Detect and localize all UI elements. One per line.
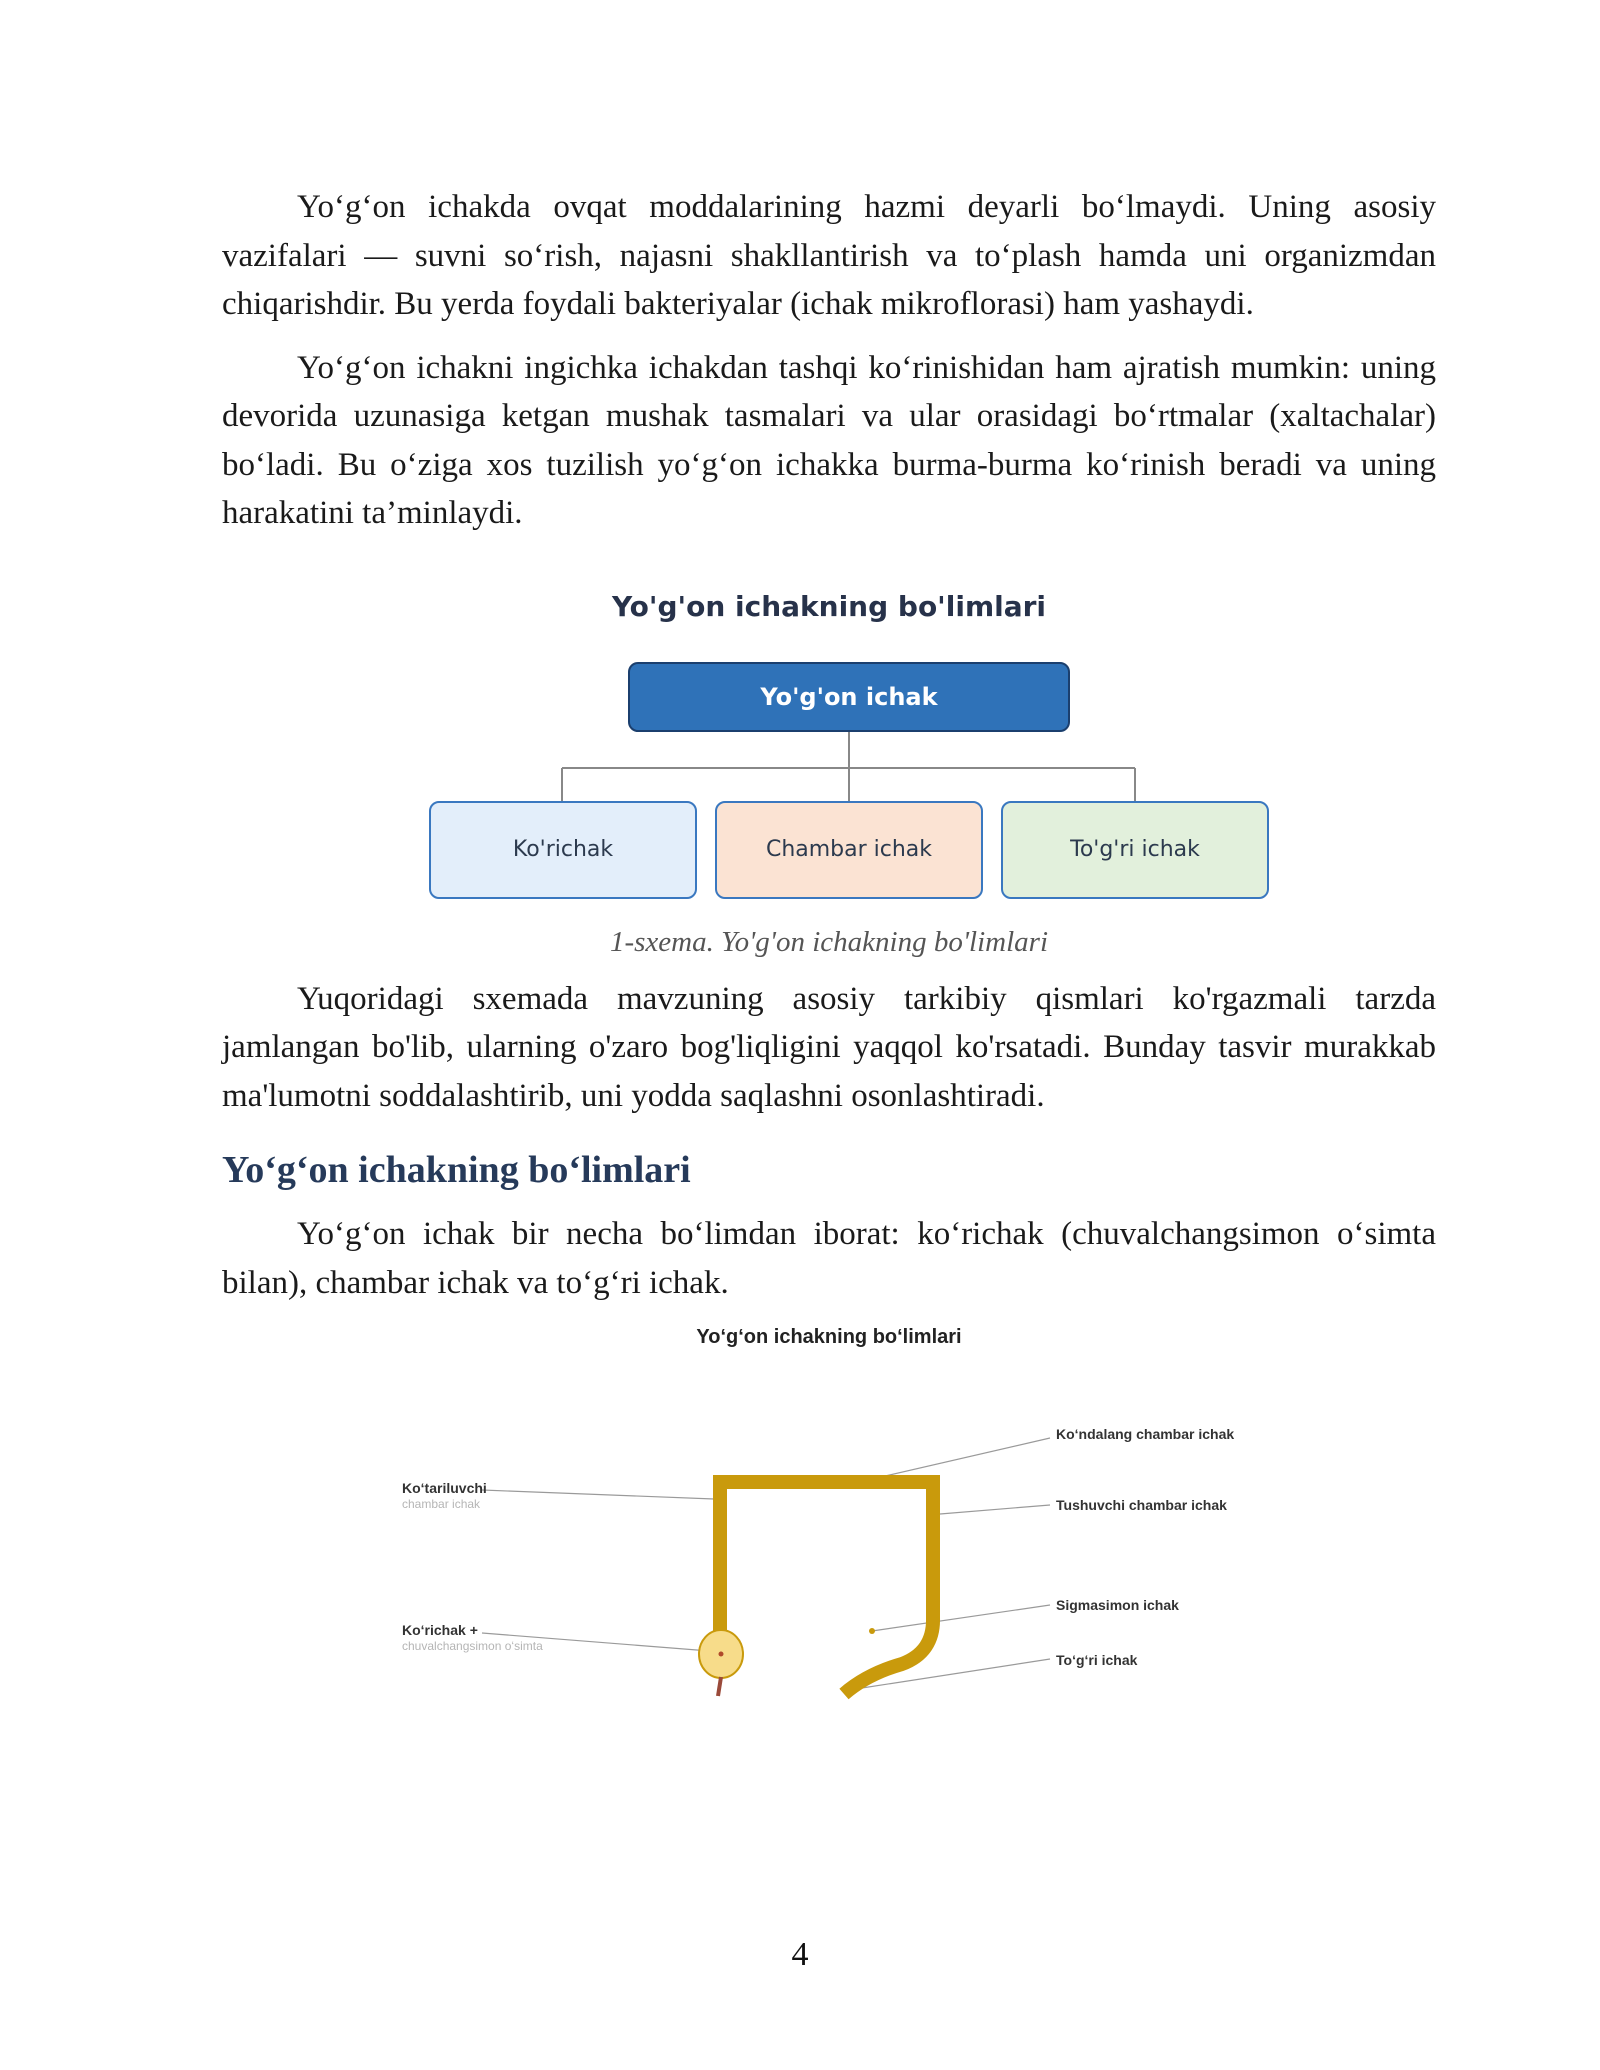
paragraph-1: Yo‘g‘on ichakda ovqat moddalarining hazmi deyarli bo‘lmaydi. Uning asosiy vazifalari — suvni so‘rish, najasni shakllantirish va to‘plash hamda uni organizmdan chiqarishdir. Bu yerda foydali bakteriyalar (ichak mikroflorasi) ham yashaydi. xyxy=(222,189,1436,322)
sigmoid-path xyxy=(844,1618,933,1694)
node-chambar-ichak: Chambar ichak xyxy=(715,801,983,899)
label-korichak-sub: chuvalchangsimon o‘simta xyxy=(402,1639,543,1653)
sigmoid-dot xyxy=(869,1628,875,1634)
cecum-dot xyxy=(719,1652,724,1657)
section-heading: Yo‘g‘on ichakning bo‘limlari xyxy=(222,1149,691,1191)
intestine-diagram xyxy=(222,1322,1436,1782)
node-togri-ichak: To'g'ri ichak xyxy=(1001,801,1269,899)
paragraph-2: Yo‘g‘on ichakni ingichka ichakdan tashqi ko‘rinishidan ham ajratish mumkin: uning devorida uzunasiga ketgan mushak tasmalari va ular orasidagi bo‘rtmalar (xaltachalar) bo‘ladi. Bu o‘ziga xos tuzilish yo‘g‘on ichakka burma-burma ko‘rinish beradi va uning harakatini ta’minlaydi. xyxy=(222,349,1436,531)
label-togri: To‘g‘ri ichak xyxy=(1056,1652,1138,1668)
page-content xyxy=(222,183,1436,1782)
colon-path xyxy=(720,1482,933,1655)
intestine-diagram-title: Yo‘g‘on ichakning bo‘limlari xyxy=(696,1326,962,1348)
label-korichak: Ko‘richak + xyxy=(402,1622,478,1638)
intestine-illustration xyxy=(222,1322,1436,1782)
leader-kondalang xyxy=(872,1438,1050,1479)
appendix-shape xyxy=(718,1677,721,1696)
label-kotariluvchi-sub: chambar ichak xyxy=(402,1497,481,1511)
node-yogon-ichak: Yo'g'on ichak xyxy=(628,662,1070,732)
page-number: 4 xyxy=(791,1936,809,1973)
hierarchy-diagram xyxy=(222,630,1436,920)
diagram-title: Yo'g'on ichakning bo'limlari xyxy=(611,589,1047,623)
leader-kotariluvchi xyxy=(482,1490,714,1499)
leader-sigmasimon xyxy=(872,1605,1050,1631)
label-tushuvchi: Tushuvchi chambar ichak xyxy=(1056,1497,1227,1513)
label-kotariluvchi: Ko‘tariluvchi xyxy=(402,1480,487,1496)
node-korichak: Ko'richak xyxy=(429,801,697,899)
label-kondalang: Ko‘ndalang chambar ichak xyxy=(1056,1426,1235,1442)
leader-tushuvchi xyxy=(940,1505,1050,1514)
figure-caption: 1-sxema. Yo'g'on ichakning bo'limlari xyxy=(609,925,1049,958)
paragraph-4: Yo‘g‘on ichak bir necha bo‘limdan iborat: ko‘richak (chuvalchangsimon o‘simta bilan), chambar ichak va to‘g‘ri ichak. xyxy=(222,1216,1436,1301)
paragraph-3: Yuqoridagi sxemada mavzuning asosiy tarkibiy qismlari ko'rgazmali tarzda jamlangan bo'lib, ularning o'zaro bog'liqligini yaqqol ko'rsatadi. Bunday tasvir murakkab ma'lumotni soddalashtirib, uni yodda saqlashni osonlashtiradi. xyxy=(222,980,1436,1114)
label-sigmasimon: Sigmasimon ichak xyxy=(1056,1597,1179,1613)
